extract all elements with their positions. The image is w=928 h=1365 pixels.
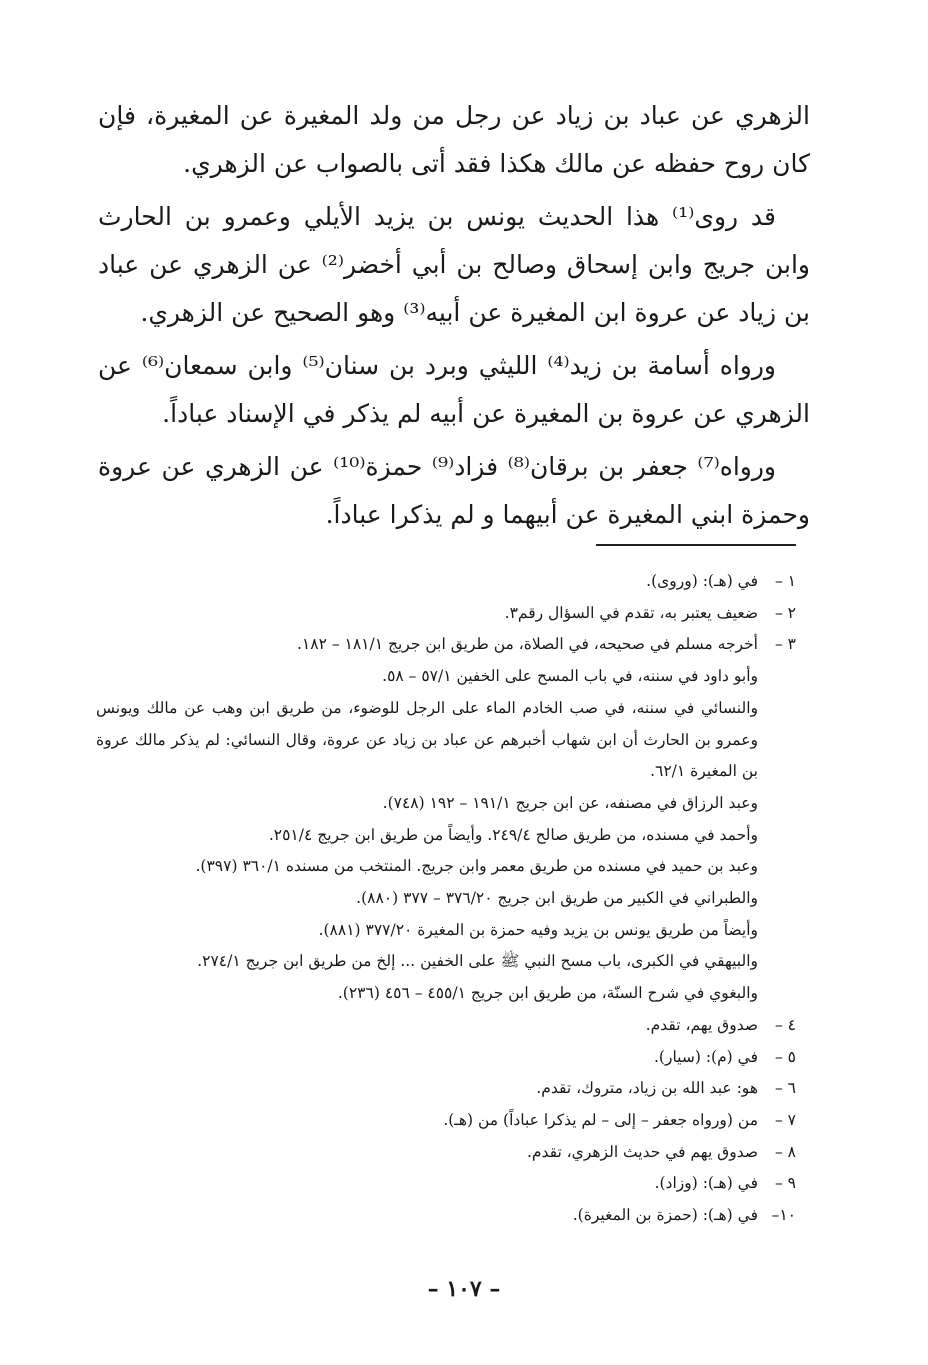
- footnote-3-line-9: والبغوي في شرح السنّة، من طريق ابن جريج ٤٥٥/١ – ٤٥٦ (٢٣٦).: [337, 984, 758, 1003]
- footnotes-section: [96, 566, 796, 1232]
- footnote-2: [96, 598, 796, 630]
- footnote-number: ٢ –: [774, 603, 796, 622]
- footnote-text: من (ورواه جعفر – إلى – لم يذكرا عباداً) من (هـ).: [443, 1110, 758, 1129]
- footnote-number: ٨ –: [774, 1142, 796, 1161]
- footnote-6: [96, 1073, 796, 1105]
- footnote-number: ١ –: [774, 572, 796, 590]
- footnote-8: [96, 1137, 796, 1169]
- footnote-3-line-8: والبيهقي في الكبرى، باب مسح النبي ﷺ على الخفين ... إلخ من طريق ابن جريج ٢٧٤/١.: [197, 952, 758, 971]
- page-number: – ١٠٧ –: [427, 1276, 501, 1302]
- footnote-text: أخرجه مسلم في صحيحه، في الصلاة، من طريق ابن جريج ١٨١/١ – ١٨٢.: [296, 635, 758, 654]
- footnote-text: ضعيف يعتبر به، تقدم في السؤال رقم٣.: [504, 603, 758, 622]
- footnote-10: [96, 1200, 796, 1232]
- footnote-1: [96, 566, 796, 598]
- footnote-divider: [596, 544, 796, 546]
- footnote-4: [96, 1010, 796, 1042]
- footnote-number: ٧ –: [774, 1110, 796, 1129]
- footnote-3-line-2: والنسائي في سننه، في صب الخادم الماء على الرجل للوضوء، من طريق ابن وهب عن مالك ويونس وعمرو بن الحارث أن ابن شهاب أخبرهم عن عباد بن زياد عن عروة، وقال النسائي: لم يذكر مالك عروة بن المغيرة ٦٢/١.: [96, 698, 758, 781]
- footnote-3: [96, 629, 796, 661]
- footnote-3-line-6: والطبراني في الكبير من طريق ابن جريج ٣٧٦/٢٠ – ٣٧٧ (٨٨٠).: [356, 889, 758, 908]
- footnote-number: ٣ –: [774, 635, 796, 654]
- footnote-number: ٩ –: [774, 1174, 796, 1193]
- footnote-3-line-5: وعبد بن حميد في مسنده من طريق معمر وابن جريج. المنتخب من مسنده ٣٦٠/١ (٣٩٧).: [195, 857, 758, 876]
- footnote-text: صدوق يهم، تقدم.: [645, 1015, 758, 1034]
- footnote-text: في (هـ): (حمزة بن المغيرة).: [572, 1206, 758, 1225]
- footnote-text: هو: عبد الله بن زياد، متروك، تقدم.: [536, 1079, 758, 1098]
- paragraph-3: ورواه أسامة بن زيد⁽⁴⁾ الليثي وبرد بن سنان⁽⁵⁾ وابن سمعان⁽⁶⁾ عن الزهري عن عروة بن المغيرة عن أبيه لم يذكر في الإسناد عباداً.: [98, 351, 810, 428]
- footnote-number: ٤ –: [774, 1015, 796, 1034]
- footnote-7: [96, 1105, 796, 1137]
- footnote-text: في (م): (سيار).: [654, 1047, 758, 1066]
- footnote-text: في (هـ): (وزاد).: [654, 1174, 758, 1193]
- footnote-9: [96, 1168, 796, 1200]
- footnote-number: ٥ –: [774, 1047, 796, 1066]
- paragraph-2: قد روى⁽¹⁾ هذا الحديث يونس بن يزيد الأيلي وعمرو بن الحارث وابن جريج وابن إسحاق وصالح بن أبي أخضر⁽²⁾ عن الزهري عن عباد بن زياد عن عروة ابن المغيرة عن أبيه⁽³⁾ وهو الصحيح عن الزهري.: [98, 202, 811, 327]
- footnote-3-line-3: وعبد الرزاق في مصنفه، عن ابن جريج ١٩١/١ – ١٩٢ (٧٤٨).: [382, 793, 758, 812]
- footnote-text: في (هـ): (وروى).: [646, 572, 758, 590]
- footnote-number: ١٠–: [771, 1206, 796, 1225]
- main-text-body: [98, 92, 810, 544]
- paragraph-4: ورواه⁽⁷⁾ جعفر بن برقان⁽⁸⁾ فزاد⁽⁹⁾ حمزة⁽¹⁰⁾ عن الزهري عن عروة وحمزة ابني المغيرة عن أبيهما و لم يذكرا عباداً.: [98, 452, 810, 529]
- footnote-3-line-4: وأحمد في مسنده، من طريق صالح ٢٤٩/٤. وأيضاً من طريق ابن جريج ٢٥١/٤.: [268, 825, 758, 844]
- footnote-3-line-1: وأبو داود في سننه، في باب المسح على الخفين ٥٧/١ – ٥٨.: [382, 667, 758, 686]
- footnote-5: [96, 1042, 796, 1074]
- footnote-text: صدوق يهم في حديث الزهري، تقدم.: [526, 1142, 758, 1161]
- paragraph-1: الزهري عن عباد بن زياد عن رجل من ولد المغيرة عن المغيرة، فإن كان روح حفظه عن مالك هكذا فقد أتى بالصواب عن الزهري.: [98, 101, 810, 178]
- footnote-number: ٦ –: [774, 1079, 796, 1098]
- footnote-3-line-7: وأيضاً من طريق يونس بن يزيد وفيه حمزة بن المغيرة ٣٧٧/٢٠ (٨٨١).: [318, 920, 758, 939]
